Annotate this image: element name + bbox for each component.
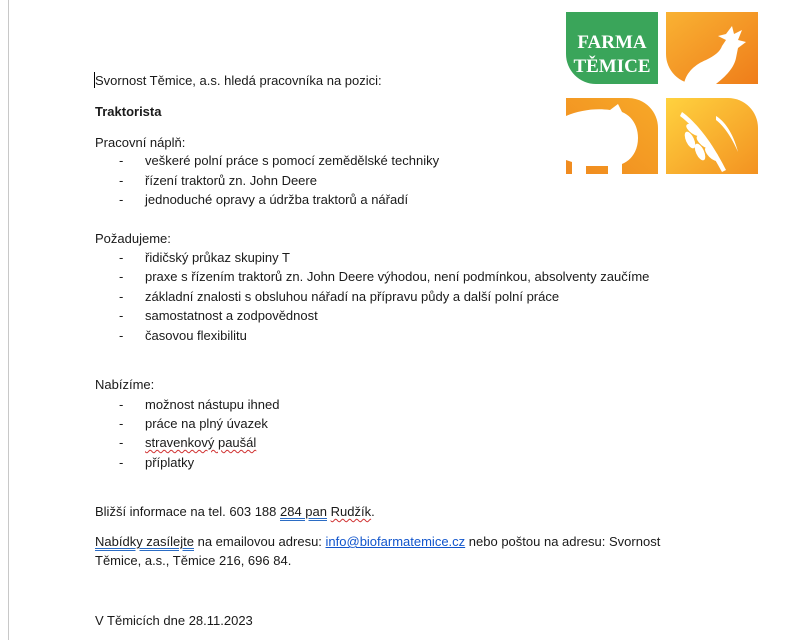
date-line: V Těmicích dne 28.11.2023 [95,613,253,628]
duties-heading: Pracovní náplň: [95,135,186,150]
email-link[interactable]: info@biofarmatemice.cz [325,534,466,549]
intro-line: Svornost Těmice, a.s. hledá pracovníka na pozici: [95,73,382,88]
logo-wheat-quadrant [666,98,758,174]
page-left-edge [8,0,9,640]
position-title: Traktorista [95,104,162,119]
offers-heading: Nabízíme: [95,377,155,392]
send-line-2: Těmice, a.s., Těmice 216, 696 84. [95,553,292,568]
requirements-heading: Požadujeme: [95,231,171,246]
svg-text:TĚMICE: TĚMICE [573,56,651,77]
farma-temice-logo [566,12,758,174]
send-line: Nabídky zasílejte na emailovou adresu: info@biofarmatemice.cz nebo poštou na adresu: Svornost [95,534,661,549]
svg-text:FARMA: FARMA [577,32,647,53]
contact-line: Bližší informace na tel. 603 188 284 pan Rudžík. [95,504,375,519]
